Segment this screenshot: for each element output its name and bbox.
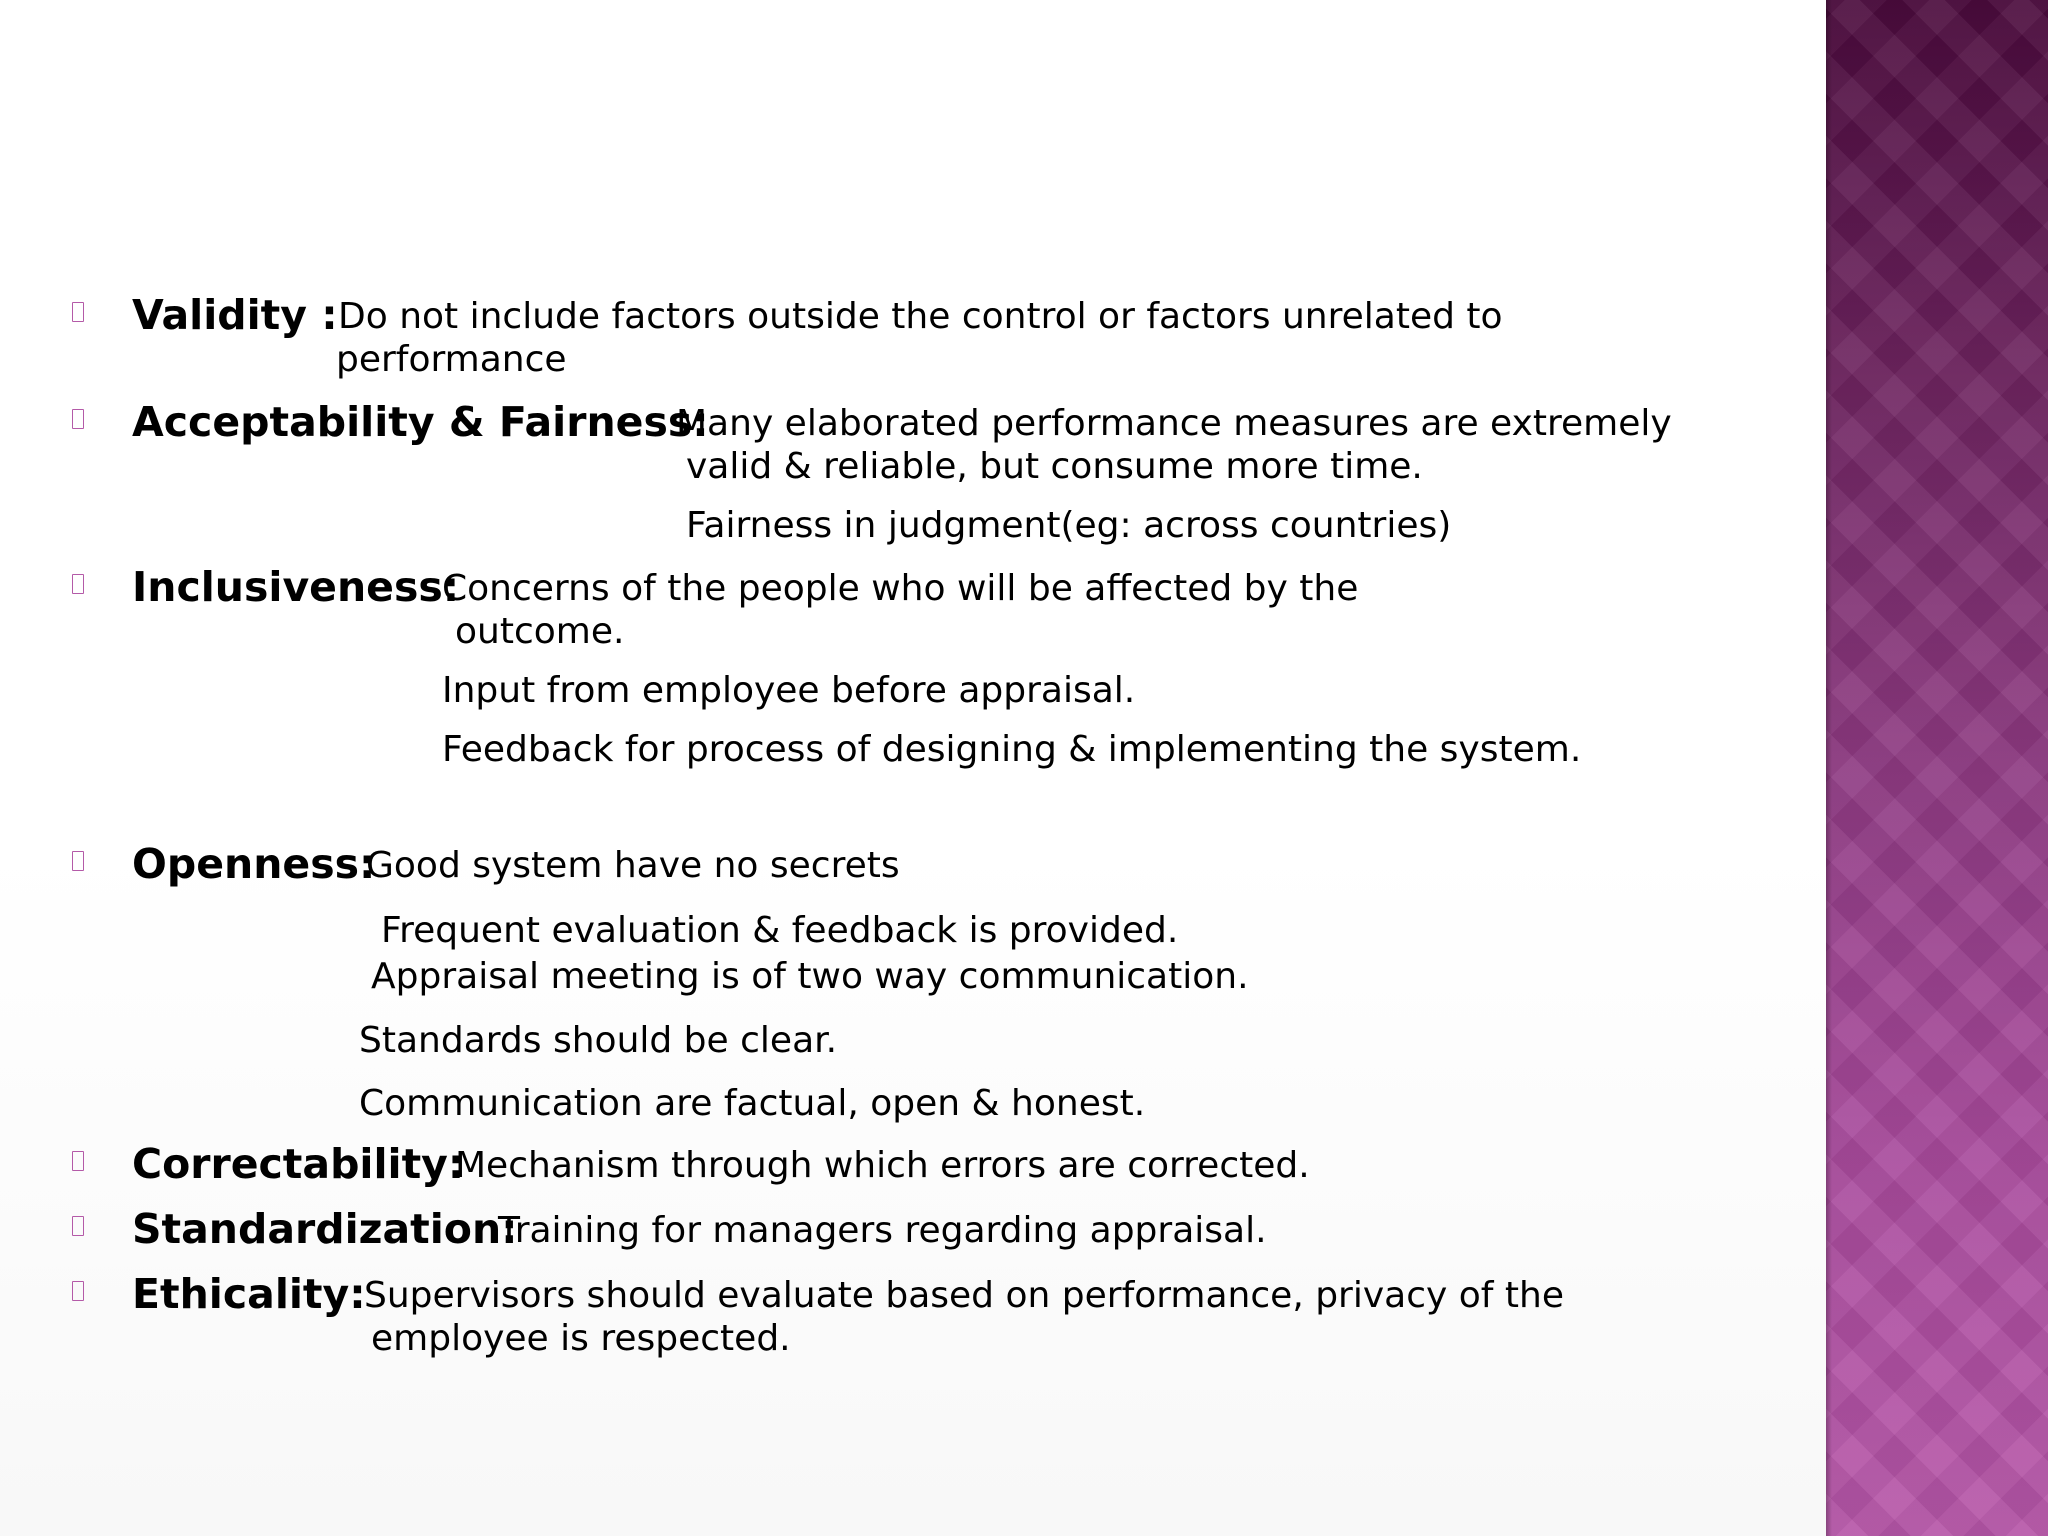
acceptability-text-line-2: valid & reliable, but consume more time. [686,446,1423,487]
openness-text-line-3: Appraisal meeting is of two way communication. [371,956,1249,997]
inclusiveness-text-line-1: Concerns of the people who will be affected by the [442,568,1359,609]
inclusiveness-text-line-2: outcome. [455,611,625,652]
inclusiveness-text-line-3: Input from employee before appraisal. [442,670,1136,711]
openness-label: Openness: [132,840,376,888]
validity-text-line-1: Do not include factors outside the control or factors unrelated to [338,296,1503,337]
validity-text-line-2: performance [336,339,567,380]
openness-text-line-2: Frequent evaluation & feedback is provided. [381,910,1179,951]
standardization-text-line-1: Training for managers regarding appraisal. [498,1210,1267,1251]
bullet-square-icon [72,574,84,594]
bullet-square-icon [72,851,84,871]
standardization-label: Standardization: [132,1205,518,1253]
bullet-square-icon [72,1216,84,1236]
validity-label: Validity : [132,291,338,339]
acceptability-fairness-label: Acceptability & Fairness: [132,398,709,446]
ethicality-text-line-2: employee is respected. [371,1318,791,1359]
decorative-side-band [1826,0,2048,1536]
bullet-square-icon [72,1151,84,1171]
openness-text-line-4: Standards should be clear. [359,1020,838,1061]
inclusiveness-text-line-4: Feedback for process of designing & implementing the system. [442,729,1582,770]
openness-text-line-1: Good system have no secrets [366,845,900,886]
bullet-square-icon [72,302,84,322]
bullet-square-icon [72,409,84,429]
bullet-square-icon [72,1281,84,1301]
acceptability-text-line-3: Fairness in judgment(eg: across countries) [686,505,1452,546]
acceptability-text-line-1: Many elaborated performance measures are extremely [676,403,1672,444]
ethicality-text-line-1: Supervisors should evaluate based on performance, privacy of the [364,1275,1564,1316]
ethicality-label: Ethicality: [132,1270,366,1318]
correctability-label: Correctability: [132,1140,465,1188]
openness-text-line-5: Communication are factual, open & honest. [359,1083,1146,1124]
inclusiveness-label: Inclusiveness: [132,563,460,611]
correctability-text-line-1: Mechanism through which errors are corrected. [455,1145,1310,1186]
